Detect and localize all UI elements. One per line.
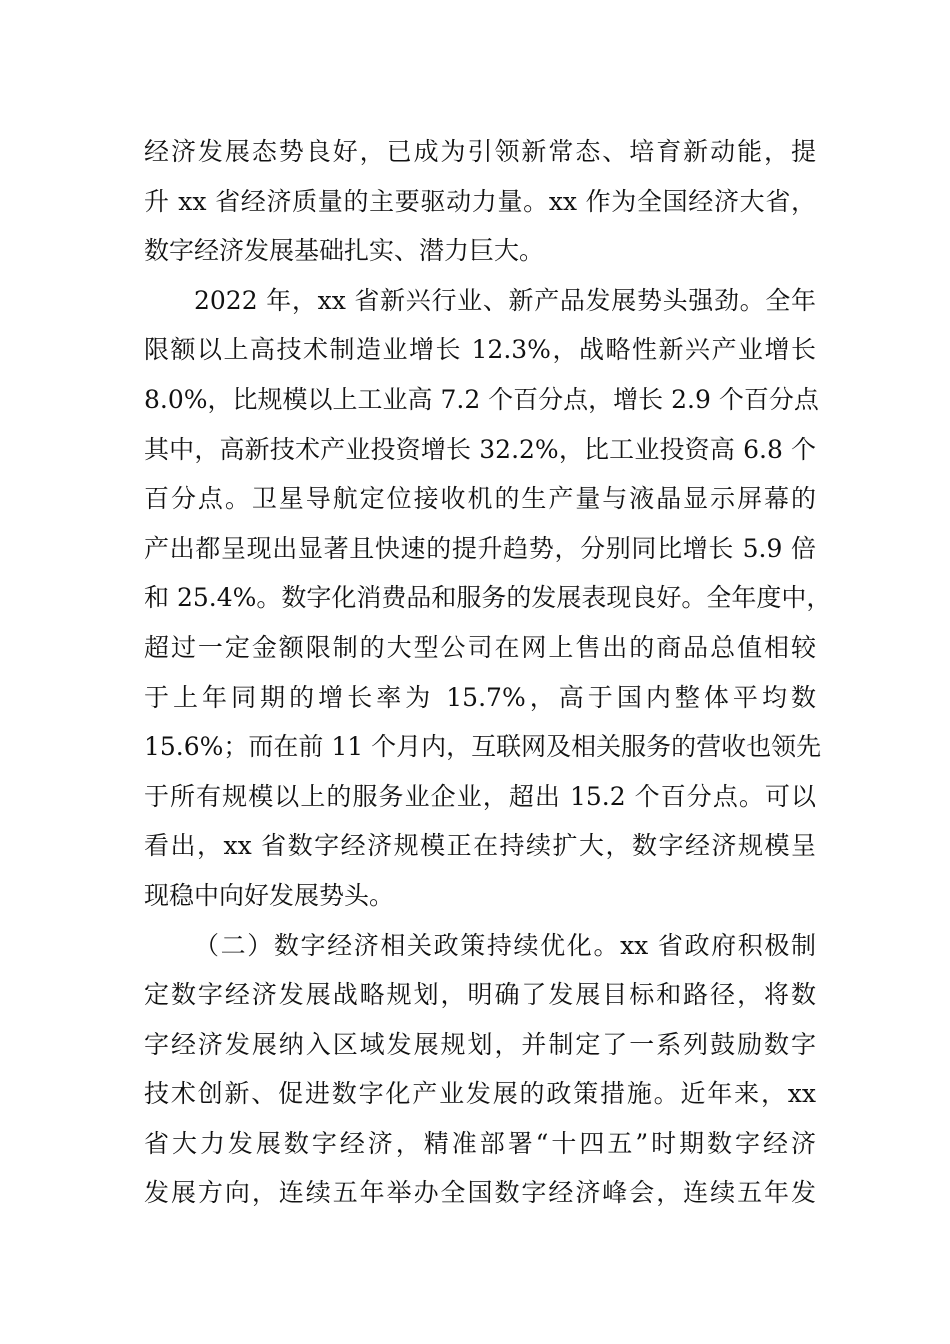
text-line: 看出，xx 省数字经济规模正在持续扩大，数字经济规模呈 — [144, 831, 816, 861]
paragraph-3 — [144, 921, 816, 1219]
text-line: 限额以上高技术制造业增长 12.3%，战略性新兴产业增长 — [144, 335, 816, 365]
text-line: 省大力发展数字经济，精准部署“十四五”时期数字经济 — [144, 1128, 816, 1158]
text-line: 经济发展态势良好，已成为引领新常态、培育新动能，提 — [144, 137, 816, 166]
text-line: 字经济发展纳入区域发展规划，并制定了一系列鼓励数字 — [144, 1029, 816, 1059]
text-line: 百分点。卫星导航定位接收机的生产量与液晶显示屏幕的 — [144, 484, 816, 514]
text-line: 其中，高新技术产业投资增长 32.2%，比工业投资高 6.8 个 — [144, 434, 816, 464]
text-line: 于所有规模以上的服务业企业，超出 15.2 个百分点。可以 — [144, 781, 816, 811]
text-line: 8.0%，比规模以上工业高 7.2 个百分点，增长 2.9 个百分点 — [144, 384, 819, 414]
text-line: 于上年同期的增长率为 15.7%，高于国内整体平均数 — [144, 682, 816, 712]
text-line: 和 25.4%。数字化消费品和服务的发展表现良好。全年度中， — [144, 583, 832, 613]
text-line: 定数字经济发展战略规划，明确了发展目标和路径，将数 — [144, 980, 816, 1010]
text-line: 技术创新、促进数字化产业发展的政策措施。近年来，xx — [144, 1079, 816, 1109]
text-line: 现稳中向好发展势头。 — [144, 880, 395, 910]
text-line: 超过一定金额限制的大型公司在网上售出的商品总值相较 — [144, 632, 816, 662]
text-line: 2022 年，xx 省新兴行业、新产品发展势头强劲。全年 — [194, 285, 816, 315]
paragraph-2 — [144, 276, 832, 921]
text-line: 数字经济发展基础扎实、潜力巨大。 — [144, 236, 545, 266]
text-line: 升 xx 省经济质量的主要驱动力量。xx 作为全国经济大省， — [144, 186, 816, 216]
body-text — [144, 127, 832, 1218]
text-line: 产出都呈现出显著且快速的提升趋势，分别同比增长 5.9 倍 — [144, 533, 816, 563]
text-line: （二）数字经济相关政策持续优化。xx 省政府积极制 — [194, 930, 816, 960]
paragraph-1 — [144, 127, 816, 276]
text-line: 发展方向，连续五年举办全国数字经济峰会，连续五年发 — [144, 1178, 816, 1208]
text-line: 15.6%；而在前 11 个月内，互联网及相关服务的营收也领先 — [144, 732, 822, 762]
